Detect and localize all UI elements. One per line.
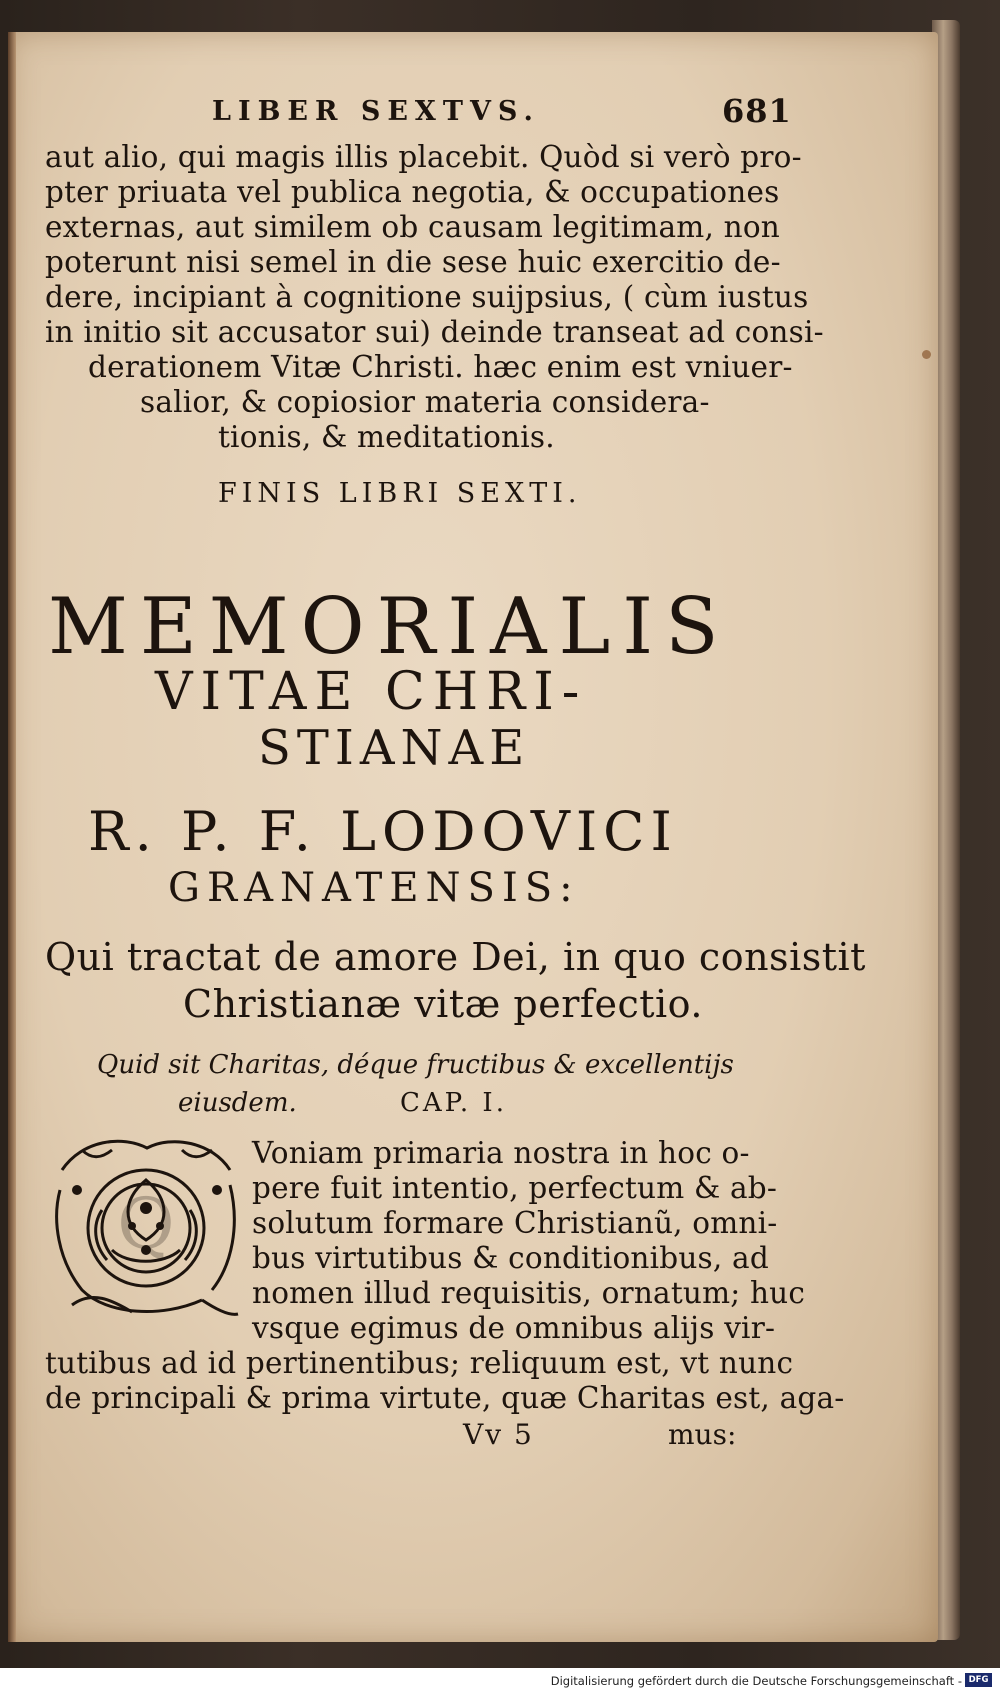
text-line: solutum formare Christianũ, omni- xyxy=(252,1206,778,1240)
chapter-heading: eiusdem. xyxy=(178,1088,297,1118)
book-title-line: VITAE CHRI- xyxy=(155,662,588,722)
text-line: poterunt nisi semel in die sese huic exercitio de- xyxy=(45,245,781,279)
text-line: tionis, & meditationis. xyxy=(218,420,555,454)
chapter-heading: Quid sit Charitas, déque fructibus & excellentijs xyxy=(97,1050,734,1080)
funding-credit: Digitalisierung gefördert durch die Deutsche Forschungsgemeinschaft - xyxy=(550,1674,962,1688)
decorated-initial xyxy=(52,1130,240,1320)
text-line: pter priuata vel publica negotia, & occupationes xyxy=(45,175,780,209)
text-line: bus virtutibus & conditionibus, ad xyxy=(252,1241,769,1275)
author-line: R. P. F. LODOVICI xyxy=(88,800,678,863)
catchword: mus: xyxy=(668,1418,737,1451)
text-line: tutibus ad id pertinentibus; reliquum est, vt nunc xyxy=(45,1346,794,1380)
finis-line: FINIS LIBRI SEXTI. xyxy=(218,478,582,509)
text-line: de principali & prima virtute, quæ Charitas est, aga- xyxy=(45,1381,845,1415)
text-line: derationem Vitæ Christi. hæc enim est vniuer- xyxy=(88,350,793,384)
chapter-label: CAP. I. xyxy=(400,1088,507,1118)
text-line: Voniam primaria nostra in hoc o- xyxy=(252,1136,750,1170)
subtitle-line: Qui tractat de amore Dei, in quo consistit xyxy=(45,935,866,979)
running-title: LIBER SEXTVS. xyxy=(212,96,540,127)
text-line: aut alio, qui magis illis placebit. Quòd si verò pro- xyxy=(45,140,802,174)
text-line: salior, & copiosior materia considera- xyxy=(140,385,710,419)
text-line: in initio sit accusator sui) deinde transeat ad consi- xyxy=(45,315,824,349)
initial-letter: Q xyxy=(117,1183,175,1265)
book-title-line: STIANAE xyxy=(258,720,531,776)
text-line: externas, aut similem ob causam legitimam, non xyxy=(45,210,780,244)
book-title-line: MEMORIALIS xyxy=(48,582,731,672)
subtitle-line: Christianæ vitæ perfectio. xyxy=(183,982,703,1026)
text-line: dere, incipiant à cognitione suijpsius, ( cùm iustus xyxy=(45,280,809,314)
dfg-logo: DFG xyxy=(965,1673,992,1687)
author-line: GRANATENSIS: xyxy=(168,865,580,911)
folio-number: 681 xyxy=(722,92,792,130)
paper-stain xyxy=(922,350,931,359)
text-line: vsque egimus de omnibus alijs vir- xyxy=(252,1311,776,1345)
signature-mark: Vv 5 xyxy=(463,1418,534,1451)
text-line: pere fuit intentio, perfectum & ab- xyxy=(252,1171,778,1205)
text-line: nomen illud requisitis, ornatum; huc xyxy=(252,1276,806,1310)
footer-bar xyxy=(0,1668,1000,1695)
